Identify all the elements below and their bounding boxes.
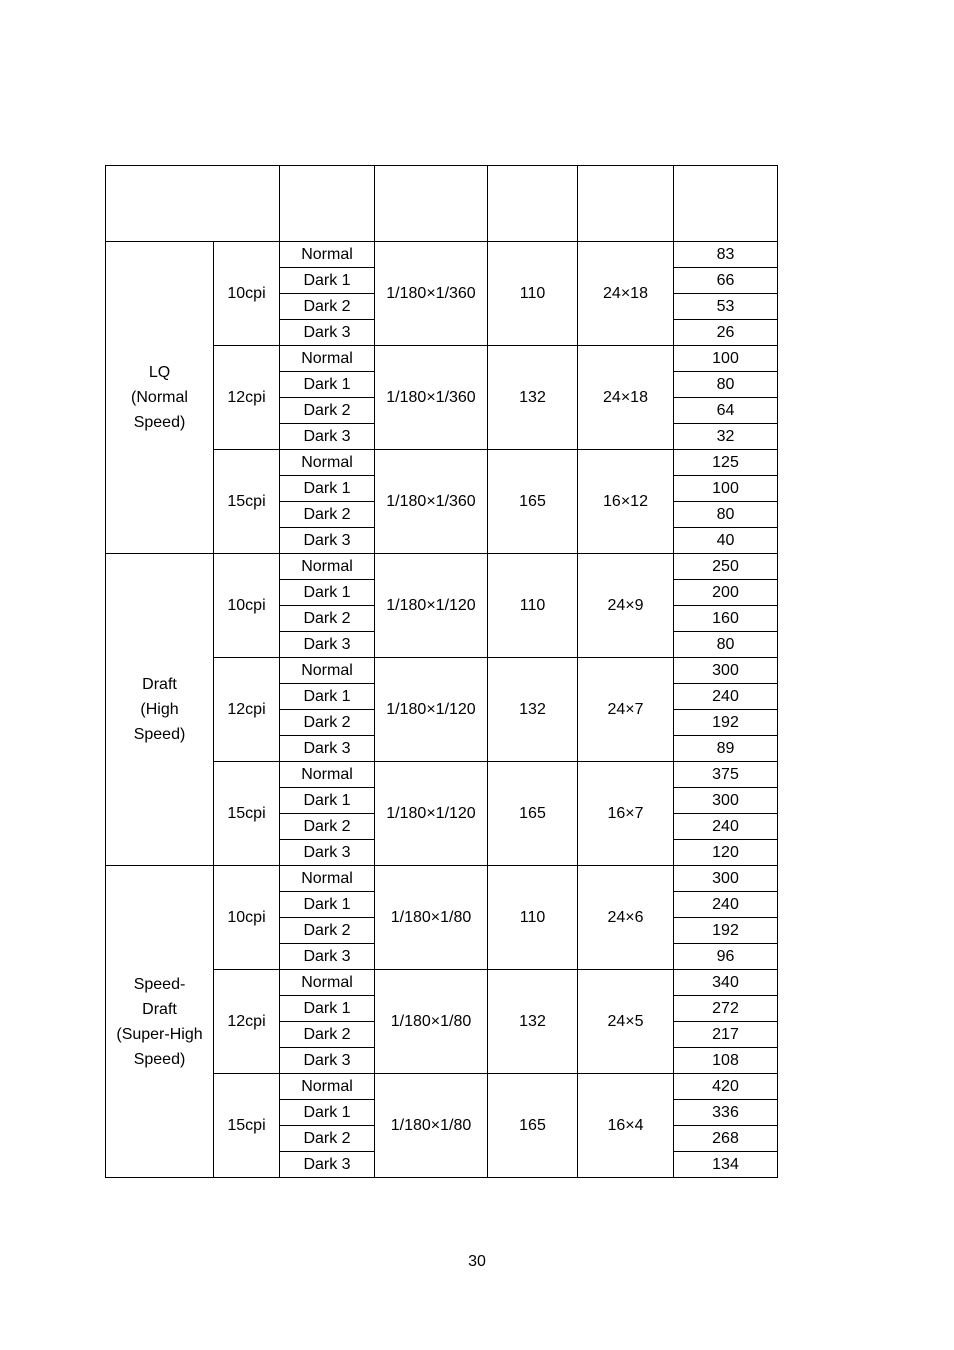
density-cell: Dark 3 — [280, 320, 375, 346]
speed-cell: 300 — [674, 788, 778, 814]
mode-label-line: (Normal — [131, 389, 188, 406]
resolution-cell: 1/180×1/80 — [375, 970, 488, 1074]
density-cell: Dark 2 — [280, 1126, 375, 1152]
resolution-cell: 1/180×1/360 — [375, 346, 488, 450]
density-cell: Dark 1 — [280, 892, 375, 918]
speed-cell: 160 — [674, 606, 778, 632]
chars-cell: 132 — [488, 970, 578, 1074]
speed-cell: 83 — [674, 242, 778, 268]
mode-label-line: Speed) — [133, 726, 186, 743]
density-cell: Dark 2 — [280, 918, 375, 944]
density-cell: Dark 2 — [280, 606, 375, 632]
table-body — [106, 166, 778, 1178]
speed-cell: 192 — [674, 918, 778, 944]
speed-cell: 300 — [674, 658, 778, 684]
speed-cell: 120 — [674, 840, 778, 866]
chars-cell: 132 — [488, 346, 578, 450]
density-cell: Dark 1 — [280, 580, 375, 606]
speed-cell: 64 — [674, 398, 778, 424]
speed-cell: 40 — [674, 528, 778, 554]
density-cell: Dark 2 — [280, 294, 375, 320]
matrix-cell: 24×18 — [578, 242, 674, 346]
chars-cell: 165 — [488, 1074, 578, 1178]
density-cell: Normal — [280, 346, 375, 372]
density-cell: Normal — [280, 1074, 375, 1100]
table-row — [106, 242, 778, 268]
density-cell: Dark 2 — [280, 502, 375, 528]
speed-cell: 200 — [674, 580, 778, 606]
mode-label-line: Speed- — [133, 975, 186, 993]
chars-cell: 110 — [488, 554, 578, 658]
density-cell: Dark 1 — [280, 476, 375, 502]
matrix-cell: 24×5 — [578, 970, 674, 1074]
speed-cell: 80 — [674, 372, 778, 398]
speed-cell: 80 — [674, 502, 778, 528]
resolution-cell: 1/180×1/360 — [375, 450, 488, 554]
pitch-cell: 10cpi — [214, 242, 280, 346]
chars-cell: 132 — [488, 658, 578, 762]
page-number: 30 — [468, 1253, 486, 1270]
speed-cell: 300 — [674, 866, 778, 892]
density-cell: Normal — [280, 242, 375, 268]
density-cell: Dark 2 — [280, 1022, 375, 1048]
density-cell: Dark 1 — [280, 684, 375, 710]
density-cell: Dark 2 — [280, 398, 375, 424]
density-cell: Dark 3 — [280, 424, 375, 450]
density-cell: Dark 3 — [280, 528, 375, 554]
mode-label-line: LQ — [148, 364, 171, 381]
mode-label-cell — [106, 242, 214, 554]
speed-cell: 272 — [674, 996, 778, 1022]
pitch-cell: 10cpi — [214, 866, 280, 970]
speed-cell: 134 — [674, 1152, 778, 1178]
matrix-cell: 16×12 — [578, 450, 674, 554]
density-cell: Normal — [280, 450, 375, 476]
density-cell: Dark 3 — [280, 1048, 375, 1074]
speed-cell: 66 — [674, 268, 778, 294]
resolution-cell: 1/180×1/120 — [375, 762, 488, 866]
chars-cell: 165 — [488, 762, 578, 866]
header-cell-chars — [488, 166, 578, 242]
density-cell: Normal — [280, 970, 375, 996]
density-cell: Dark 1 — [280, 788, 375, 814]
speed-cell: 268 — [674, 1126, 778, 1152]
pitch-cell: 15cpi — [214, 450, 280, 554]
speed-cell: 240 — [674, 892, 778, 918]
density-cell: Dark 3 — [280, 632, 375, 658]
density-cell: Dark 1 — [280, 372, 375, 398]
chars-cell: 165 — [488, 450, 578, 554]
header-row — [106, 166, 778, 242]
table-row — [106, 554, 778, 580]
table-row — [106, 866, 778, 892]
header-cell-mode — [106, 166, 280, 242]
speed-cell: 336 — [674, 1100, 778, 1126]
matrix-cell: 24×18 — [578, 346, 674, 450]
density-cell: Dark 3 — [280, 840, 375, 866]
speed-cell: 100 — [674, 476, 778, 502]
pitch-cell: 12cpi — [214, 658, 280, 762]
speed-cell: 340 — [674, 970, 778, 996]
chars-cell: 110 — [488, 866, 578, 970]
matrix-cell: 24×9 — [578, 554, 674, 658]
matrix-cell: 24×6 — [578, 866, 674, 970]
density-cell: Dark 1 — [280, 268, 375, 294]
speed-cell: 375 — [674, 762, 778, 788]
speed-cell: 89 — [674, 736, 778, 762]
speed-cell: 100 — [674, 346, 778, 372]
density-cell: Normal — [280, 762, 375, 788]
mode-label-line: (Super-High — [116, 1025, 203, 1043]
speed-cell: 217 — [674, 1022, 778, 1048]
matrix-cell: 24×7 — [578, 658, 674, 762]
pitch-cell: 12cpi — [214, 970, 280, 1074]
pitch-cell: 12cpi — [214, 346, 280, 450]
pitch-cell: 15cpi — [214, 1074, 280, 1178]
density-cell: Dark 2 — [280, 814, 375, 840]
header-cell-speed — [674, 166, 778, 242]
speed-cell: 125 — [674, 450, 778, 476]
header-cell-density — [280, 166, 375, 242]
chars-cell: 110 — [488, 242, 578, 346]
print-mode-table — [105, 165, 778, 1178]
speed-cell: 420 — [674, 1074, 778, 1100]
speed-cell: 53 — [674, 294, 778, 320]
mode-label-line: Speed) — [133, 1050, 186, 1068]
resolution-cell: 1/180×1/120 — [375, 554, 488, 658]
speed-cell: 108 — [674, 1048, 778, 1074]
mode-label-cell — [106, 554, 214, 866]
resolution-cell: 1/180×1/80 — [375, 866, 488, 970]
mode-label-line: Draft — [142, 1000, 177, 1018]
pitch-cell: 10cpi — [214, 554, 280, 658]
speed-cell: 80 — [674, 632, 778, 658]
mode-label-line: (High — [140, 701, 179, 718]
resolution-cell: 1/180×1/80 — [375, 1074, 488, 1178]
density-cell: Normal — [280, 554, 375, 580]
speed-cell: 192 — [674, 710, 778, 736]
matrix-cell: 16×7 — [578, 762, 674, 866]
speed-cell: 240 — [674, 814, 778, 840]
speed-cell: 96 — [674, 944, 778, 970]
speed-cell: 240 — [674, 684, 778, 710]
density-cell: Normal — [280, 866, 375, 892]
density-cell: Dark 3 — [280, 736, 375, 762]
speed-cell: 32 — [674, 424, 778, 450]
density-cell: Dark 1 — [280, 996, 375, 1022]
resolution-cell: 1/180×1/360 — [375, 242, 488, 346]
mode-label-cell — [106, 866, 214, 1178]
density-cell: Normal — [280, 658, 375, 684]
matrix-cell: 16×4 — [578, 1074, 674, 1178]
speed-cell: 26 — [674, 320, 778, 346]
mode-label-line: Draft — [142, 676, 177, 693]
mode-label-line: Speed) — [133, 414, 186, 431]
header-cell-resolution — [375, 166, 488, 242]
speed-cell: 250 — [674, 554, 778, 580]
density-cell: Dark 2 — [280, 710, 375, 736]
density-cell: Dark 3 — [280, 1152, 375, 1178]
header-cell-matrix — [578, 166, 674, 242]
resolution-cell: 1/180×1/120 — [375, 658, 488, 762]
density-cell: Dark 1 — [280, 1100, 375, 1126]
density-cell: Dark 3 — [280, 944, 375, 970]
pitch-cell: 15cpi — [214, 762, 280, 866]
